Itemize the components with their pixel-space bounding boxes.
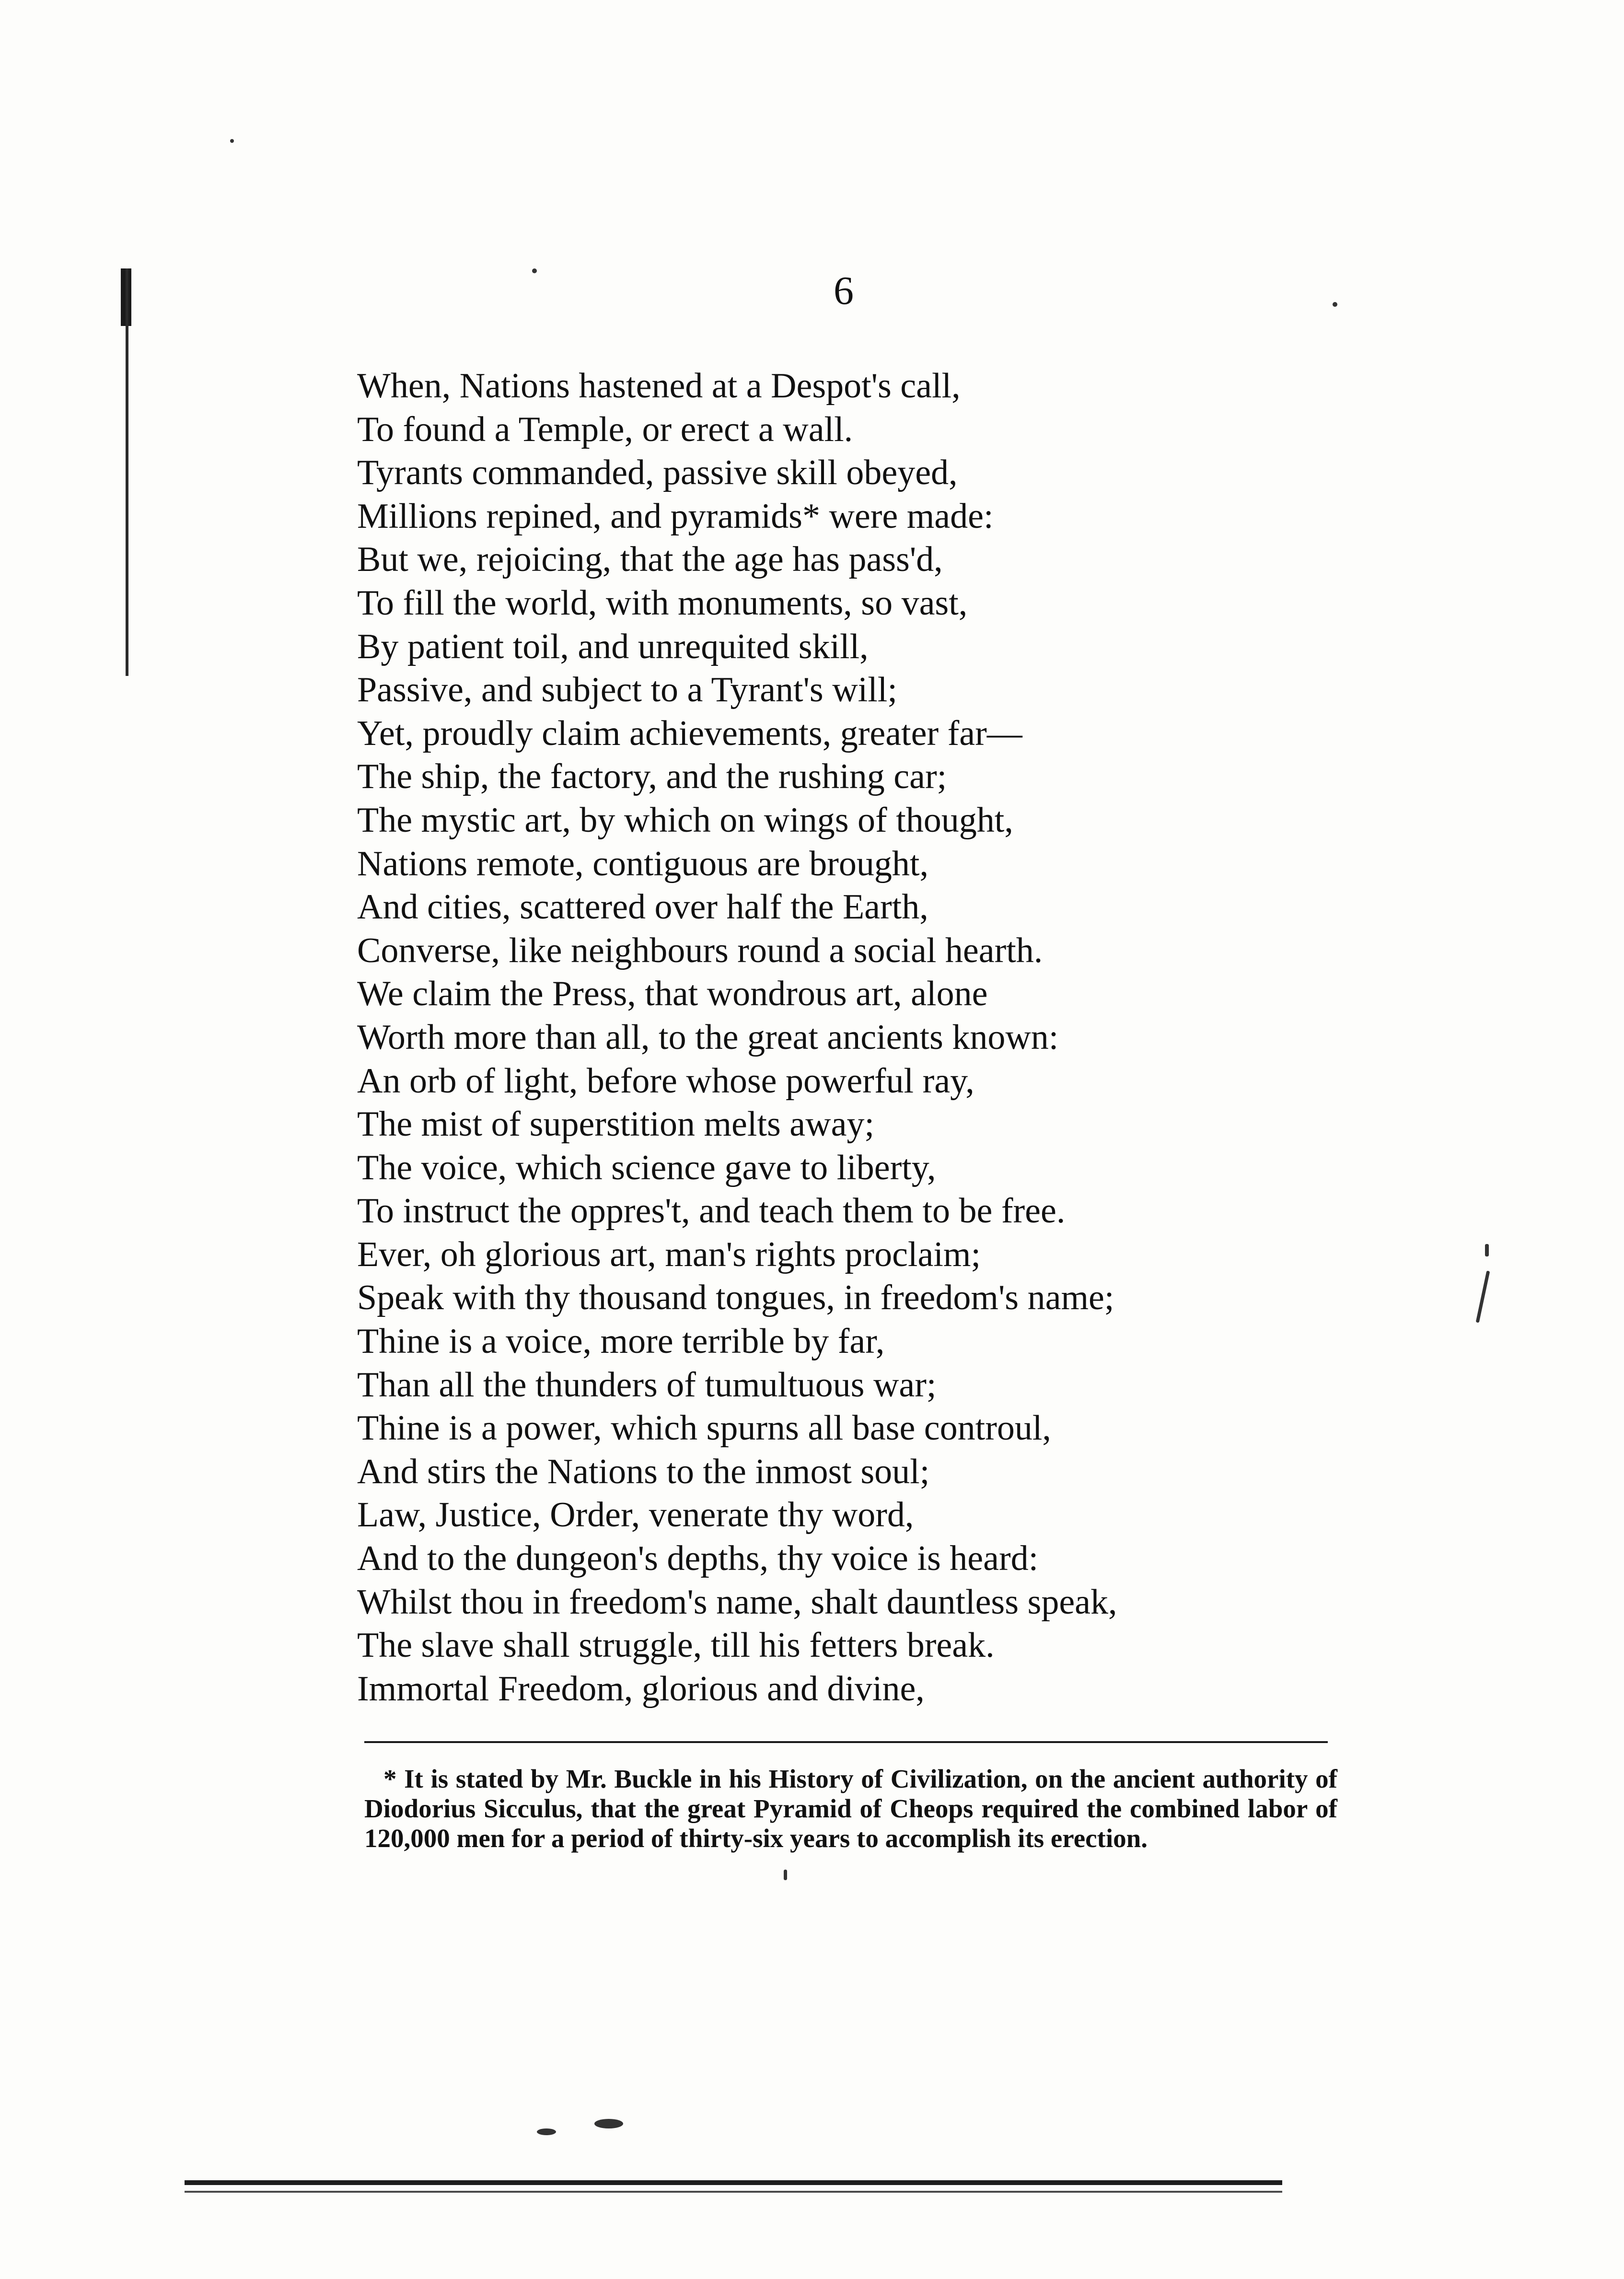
poem-line: Worth more than all, to the great ancients known: (357, 1017, 1059, 1057)
poem-line: Millions repined, and pyramids* were made: (357, 496, 994, 536)
scan-speck (1485, 1244, 1489, 1256)
poem-line: The ship, the factory, and the rushing car; (357, 757, 947, 797)
poem-line: The voice, which science gave to liberty, (357, 1148, 936, 1187)
footnote: * It is stated by Mr. Buckle in his History of Civilization, on the ancient authority of Diodorius Sicculus, that the great Pyramid of Cheops required the combined labor of 120,000 men for a period of thirty-six years to accomplish its erection. (364, 1764, 1337, 1853)
poem-line: To fill the world, with monuments, so vast, (357, 583, 968, 623)
poem-text (357, 364, 1354, 1710)
poem-line: Ever, oh glorious art, man's rights proclaim; (357, 1234, 981, 1274)
poem-line: The slave shall struggle, till his fetters break. (357, 1626, 995, 1665)
poem-line: Tyrants commanded, passive skill obeyed, (357, 453, 958, 493)
footnote-separator (364, 1741, 1328, 1743)
binding-edge-line (126, 268, 128, 676)
poem-line: We claim the Press, that wondrous art, alone (357, 974, 988, 1014)
poem-line: Than all the thunders of tumultuous war; (357, 1365, 937, 1405)
poem-line: Nations remote, contiguous are brought, (357, 844, 928, 884)
bottom-border-line (185, 2180, 1282, 2185)
poem-line: But we, rejoicing, that the age has pass'd, (357, 540, 943, 580)
scan-speck (532, 268, 537, 273)
poem-line: Immortal Freedom, glorious and divine, (357, 1669, 925, 1709)
page-number: 6 (834, 268, 854, 313)
poem-line: The mystic art, by which on wings of thought, (357, 800, 1013, 840)
scan-speck (1333, 302, 1337, 307)
poem-line: Yet, proudly claim achievements, greater far— (357, 713, 1022, 753)
poem-line: Whilst thou in freedom's name, shalt dauntless speak, (357, 1582, 1117, 1622)
scan-speck (230, 139, 234, 143)
poem-line: And to the dungeon's depths, thy voice is heard: (357, 1539, 1039, 1579)
scan-speck (784, 1870, 787, 1880)
poem-line: And stirs the Nations to the inmost soul; (357, 1452, 930, 1491)
scan-speck (594, 2119, 623, 2128)
poem-line: When, Nations hastened at a Despot's call, (357, 366, 961, 406)
scan-speck (1476, 1270, 1490, 1323)
poem-line: The mist of superstition melts away; (357, 1105, 874, 1144)
poem-line: Converse, like neighbours round a social hearth. (357, 930, 1043, 970)
scan-speck (537, 2128, 556, 2135)
bottom-border-line (185, 2191, 1282, 2193)
poem-line: To found a Temple, or erect a wall. (357, 409, 853, 449)
poem-line: And cities, scattered over half the Earth, (357, 887, 928, 927)
poem-line: By patient toil, and unrequited skill, (357, 627, 869, 666)
poem-line: An orb of light, before whose powerful ray, (357, 1061, 974, 1101)
poem-line: Passive, and subject to a Tyrant's will; (357, 670, 897, 710)
poem-line: Law, Justice, Order, venerate thy word, (357, 1495, 914, 1535)
poem-line: Thine is a power, which spurns all base controul, (357, 1408, 1051, 1448)
poem-line: To instruct the oppres't, and teach them to be free. (357, 1191, 1066, 1231)
poem-line: Speak with thy thousand tongues, in freedom's name; (357, 1278, 1114, 1318)
poem-line: Thine is a voice, more terrible by far, (357, 1322, 885, 1361)
